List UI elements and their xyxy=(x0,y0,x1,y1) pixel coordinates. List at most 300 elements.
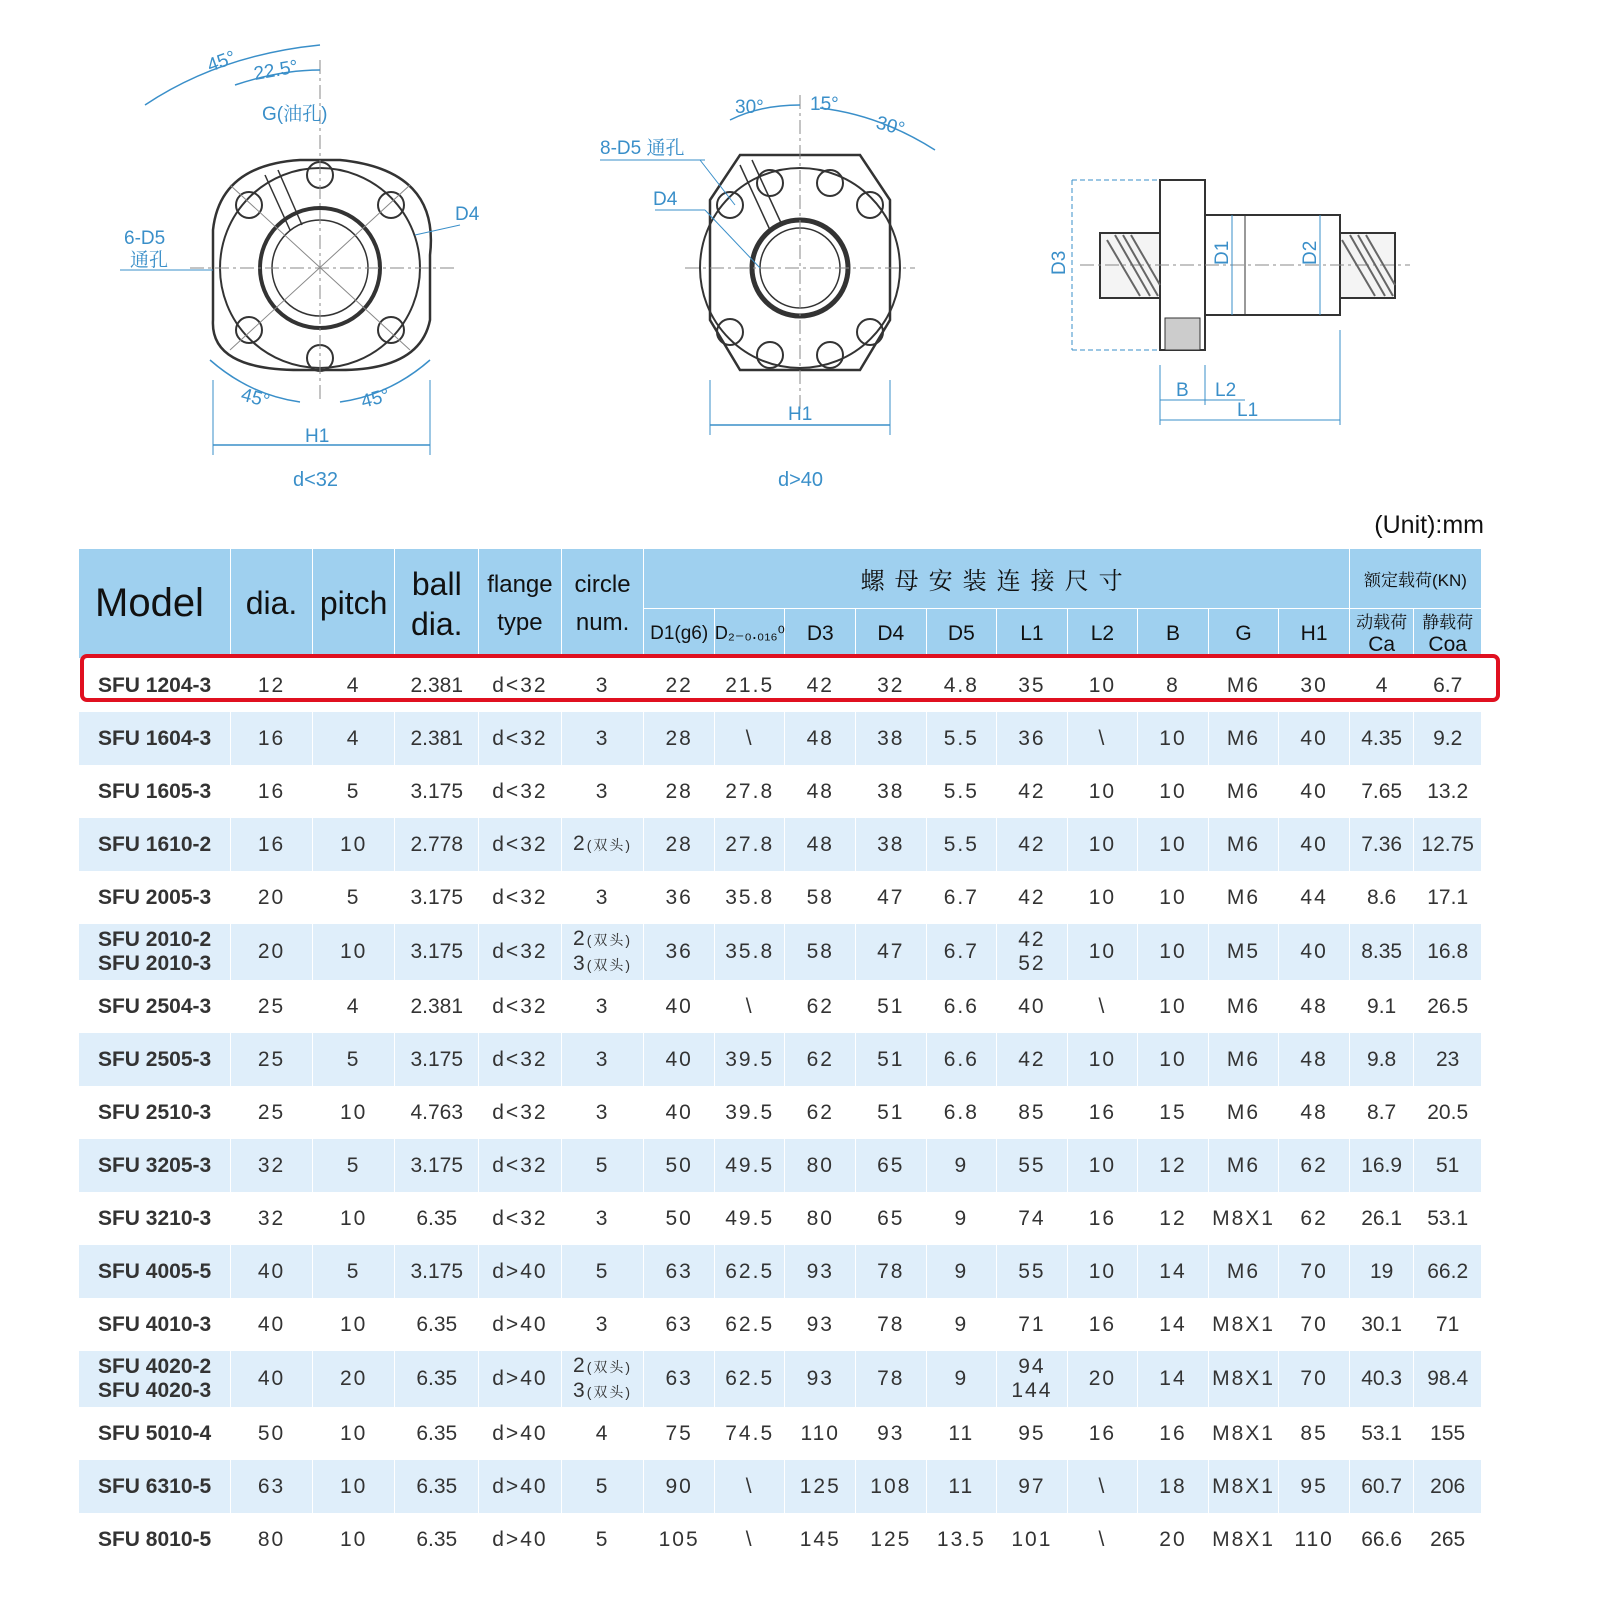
d4-label-middle: D4 xyxy=(653,189,678,210)
double-start-note: (双头) xyxy=(586,1384,633,1400)
cell-dia: 16 xyxy=(231,765,313,818)
cell-circle xyxy=(561,1460,644,1513)
cell-pitch: 10 xyxy=(312,1407,395,1460)
cell-g: M8X1 xyxy=(1208,1460,1279,1513)
cell-pitch: 10 xyxy=(312,1086,395,1139)
table-row xyxy=(79,871,1482,924)
cell-ball: 2.381 xyxy=(395,659,479,713)
model-name: SFU 5010-4 xyxy=(97,1421,212,1445)
cell-l2: 10 xyxy=(1067,659,1138,713)
cell-d4: 78 xyxy=(856,1245,927,1298)
cell-d5: 9 xyxy=(926,1351,997,1407)
cell-l2: 10 xyxy=(1067,871,1138,924)
cell-circle xyxy=(561,924,644,980)
cell-pitch: 4 xyxy=(312,659,395,713)
cell-l1 xyxy=(997,1407,1068,1460)
cell-model xyxy=(79,1460,231,1513)
model-name: SFU 4020-2 xyxy=(97,1355,212,1378)
cell-l1 xyxy=(997,980,1068,1033)
double-start-note: (双头) xyxy=(586,837,633,853)
cell-ball: 6.35 xyxy=(395,1192,479,1245)
cell-model xyxy=(79,765,231,818)
cell-g: M6 xyxy=(1208,1033,1279,1086)
cell-model xyxy=(79,871,231,924)
cell-g: M6 xyxy=(1208,765,1279,818)
cell-h1: 40 xyxy=(1279,818,1350,871)
cell-d3: 62 xyxy=(785,980,856,1033)
cell-pitch: 10 xyxy=(312,924,395,980)
cell-d2: 27.8 xyxy=(714,818,785,871)
cell-ball: 3.175 xyxy=(395,924,479,980)
cell-ca: 4.35 xyxy=(1349,712,1414,765)
cell-l1 xyxy=(997,1351,1068,1407)
cell-g: M8X1 xyxy=(1208,1192,1279,1245)
cell-coa: 12.75 xyxy=(1414,818,1482,871)
cell-d2: 62.5 xyxy=(714,1298,785,1351)
cell-h1: 30 xyxy=(1279,659,1350,713)
header-coa xyxy=(1414,609,1482,659)
cell-b: 15 xyxy=(1138,1086,1209,1139)
cell-circle xyxy=(561,1245,644,1298)
cell-d4: 78 xyxy=(856,1351,927,1407)
model-name: SFU 2505-3 xyxy=(97,1047,212,1071)
cell-d2: \ xyxy=(714,980,785,1033)
table-row xyxy=(79,765,1482,818)
cell-d4: 78 xyxy=(856,1298,927,1351)
header-ball-line2: dia. xyxy=(410,605,463,642)
cell-l1 xyxy=(997,1298,1068,1351)
cell-ca: 60.7 xyxy=(1349,1460,1414,1513)
cell-d1: 75 xyxy=(644,1407,715,1460)
cell-l1 xyxy=(997,1086,1068,1139)
cell-coa: 16.8 xyxy=(1414,924,1482,980)
caption-large-flange: d>40 xyxy=(778,469,824,491)
cell-flange: d<32 xyxy=(479,924,562,980)
cell-b: 10 xyxy=(1138,818,1209,871)
cell-circle xyxy=(561,1033,644,1086)
cell-d1: 28 xyxy=(644,765,715,818)
cell-d2: 62.5 xyxy=(714,1351,785,1407)
through-hole-note: 通孔 xyxy=(130,250,169,271)
cell-ball: 6.35 xyxy=(395,1407,479,1460)
cell-b: 16 xyxy=(1138,1407,1209,1460)
cell-circle-line: 5 xyxy=(595,1474,610,1498)
l1-label: L1 xyxy=(1237,400,1259,421)
cell-d5: 9 xyxy=(926,1298,997,1351)
d4-label-left: D4 xyxy=(455,204,480,225)
cell-ball: 2.778 xyxy=(395,818,479,871)
cell-g: M5 xyxy=(1208,924,1279,980)
header-d4: D4 xyxy=(856,609,927,659)
cell-g: M6 xyxy=(1208,1245,1279,1298)
cell-coa: 51 xyxy=(1414,1139,1482,1192)
header-circle-line1: circle xyxy=(574,570,631,598)
model-name: SFU 4010-3 xyxy=(97,1312,212,1336)
cell-dia: 25 xyxy=(231,1086,313,1139)
cell-d3: 42 xyxy=(785,659,856,713)
cell-l1-line: 55 xyxy=(1018,1259,1046,1283)
cell-l1-line: 101 xyxy=(1011,1527,1053,1551)
cell-d4: 65 xyxy=(856,1139,927,1192)
cell-d1: 40 xyxy=(644,1033,715,1086)
table-row xyxy=(79,818,1482,871)
cell-l2: \ xyxy=(1067,1460,1138,1513)
cell-g: M8X1 xyxy=(1208,1298,1279,1351)
cell-circle-line: 5 xyxy=(595,1259,610,1283)
cell-ca: 30.1 xyxy=(1349,1298,1414,1351)
cell-d1: 50 xyxy=(644,1192,715,1245)
cell-l1-line: 42 xyxy=(1018,1047,1046,1071)
cell-circle xyxy=(561,1298,644,1351)
model-name: SFU 2005-3 xyxy=(97,885,212,909)
cell-d5: 9 xyxy=(926,1192,997,1245)
cell-ca: 7.36 xyxy=(1349,818,1414,871)
cell-d4: 51 xyxy=(856,1086,927,1139)
cell-d5: 11 xyxy=(926,1460,997,1513)
cell-pitch: 5 xyxy=(312,765,395,818)
cell-l1 xyxy=(997,1033,1068,1086)
cell-d1: 50 xyxy=(644,1139,715,1192)
cell-b: 20 xyxy=(1138,1513,1209,1566)
table-row xyxy=(79,1513,1482,1566)
cell-flange: d<32 xyxy=(479,1139,562,1192)
cell-d3: 48 xyxy=(785,765,856,818)
cell-ball: 4.763 xyxy=(395,1086,479,1139)
cell-ca: 8.6 xyxy=(1349,871,1414,924)
cell-d2: 35.8 xyxy=(714,871,785,924)
cell-circle xyxy=(561,712,644,765)
cell-d2: \ xyxy=(714,712,785,765)
cell-circle xyxy=(561,1086,644,1139)
cell-h1: 40 xyxy=(1279,924,1350,980)
cell-d4: 47 xyxy=(856,924,927,980)
cell-l1-line: 35 xyxy=(1018,673,1046,697)
cell-h1: 95 xyxy=(1279,1460,1350,1513)
cell-h1: 110 xyxy=(1279,1513,1350,1566)
cell-h1: 62 xyxy=(1279,1139,1350,1192)
angle-22-5-label: 22.5° xyxy=(252,56,300,85)
cell-d5: 9 xyxy=(926,1245,997,1298)
cell-coa: 17.1 xyxy=(1414,871,1482,924)
cell-l2: 10 xyxy=(1067,1033,1138,1086)
header-mount-dimensions: 螺母安装连接尺寸 xyxy=(644,549,1350,609)
cell-l1 xyxy=(997,1245,1068,1298)
cell-d1: 40 xyxy=(644,980,715,1033)
model-name: SFU 8010-5 xyxy=(97,1527,212,1551)
cell-l1-line: 71 xyxy=(1018,1312,1046,1336)
h1-label-left: H1 xyxy=(305,426,330,447)
cell-l2: 16 xyxy=(1067,1192,1138,1245)
cell-ca: 26.1 xyxy=(1349,1192,1414,1245)
cell-d3: 62 xyxy=(785,1086,856,1139)
model-name: SFU 4005-5 xyxy=(97,1259,212,1283)
cell-g: M6 xyxy=(1208,1086,1279,1139)
cell-l2: 10 xyxy=(1067,1139,1138,1192)
cell-coa: 265 xyxy=(1414,1513,1482,1566)
cell-d5: 5.5 xyxy=(926,712,997,765)
table-row xyxy=(79,1033,1482,1086)
cell-circle-line: 2(双头) xyxy=(573,1354,633,1377)
table-row xyxy=(79,1086,1482,1139)
cell-d2: \ xyxy=(714,1513,785,1566)
cell-l1-line: 55 xyxy=(1018,1153,1046,1177)
cell-ball: 3.175 xyxy=(395,765,479,818)
cell-d3: 110 xyxy=(785,1407,856,1460)
model-name: SFU 6310-5 xyxy=(97,1474,212,1498)
cell-dia: 80 xyxy=(231,1513,313,1566)
cell-flange: d<32 xyxy=(479,1033,562,1086)
cell-d1: 28 xyxy=(644,818,715,871)
angle-45-bottom-left-label: 45° xyxy=(238,384,272,413)
cell-model xyxy=(79,1086,231,1139)
cell-h1: 70 xyxy=(1279,1298,1350,1351)
cell-d4: 93 xyxy=(856,1407,927,1460)
cell-ball: 6.35 xyxy=(395,1298,479,1351)
header-ball-dia xyxy=(395,549,479,659)
cell-d4: 38 xyxy=(856,818,927,871)
cell-l2: 10 xyxy=(1067,1245,1138,1298)
cell-model xyxy=(79,1407,231,1460)
cell-pitch: 4 xyxy=(312,980,395,1033)
cell-circle xyxy=(561,871,644,924)
cell-d4: 38 xyxy=(856,765,927,818)
cell-pitch: 5 xyxy=(312,1245,395,1298)
cell-coa: 23 xyxy=(1414,1033,1482,1086)
cell-d5: 6.6 xyxy=(926,980,997,1033)
model-name: SFU 2010-3 xyxy=(97,952,212,975)
cell-circle xyxy=(561,1139,644,1192)
cell-g: M6 xyxy=(1208,712,1279,765)
header-flange-type xyxy=(479,549,562,659)
table-row xyxy=(79,1245,1482,1298)
model-name: SFU 3210-3 xyxy=(97,1206,212,1230)
cell-d1: 40 xyxy=(644,1086,715,1139)
caption-small-flange: d<32 xyxy=(293,469,339,491)
cell-model xyxy=(79,1245,231,1298)
cell-d2: 27.8 xyxy=(714,765,785,818)
header-flange-line2: type xyxy=(497,608,543,636)
cell-ca: 53.1 xyxy=(1349,1407,1414,1460)
cell-b: 10 xyxy=(1138,712,1209,765)
cell-d3: 93 xyxy=(785,1245,856,1298)
cell-g: M8X1 xyxy=(1208,1407,1279,1460)
cell-coa: 53.1 xyxy=(1414,1192,1482,1245)
cell-d1: 28 xyxy=(644,712,715,765)
cell-model xyxy=(79,1192,231,1245)
cell-l1-line: 42 xyxy=(1018,779,1046,803)
cell-model xyxy=(79,1351,231,1407)
cell-coa: 6.7 xyxy=(1414,659,1482,713)
cell-d5: 4.8 xyxy=(926,659,997,713)
cell-d2: 49.5 xyxy=(714,1192,785,1245)
cell-circle xyxy=(561,1513,644,1566)
cell-d1: 63 xyxy=(644,1298,715,1351)
cell-ca: 16.9 xyxy=(1349,1139,1414,1192)
cell-circle xyxy=(561,1351,644,1407)
cell-b: 14 xyxy=(1138,1351,1209,1407)
table-row xyxy=(79,924,1482,980)
table-row xyxy=(79,1460,1482,1513)
cell-d3: 48 xyxy=(785,712,856,765)
cell-ball: 6.35 xyxy=(395,1460,479,1513)
table-row xyxy=(79,1351,1482,1407)
cell-flange: d<32 xyxy=(479,765,562,818)
cell-b: 10 xyxy=(1138,1033,1209,1086)
cell-g: M6 xyxy=(1208,818,1279,871)
model-name: SFU 1204-3 xyxy=(97,673,212,697)
cell-d2: \ xyxy=(714,1460,785,1513)
cell-d3: 80 xyxy=(785,1139,856,1192)
header-l2: L2 xyxy=(1067,609,1138,659)
cell-d2: 74.5 xyxy=(714,1407,785,1460)
cell-b: 10 xyxy=(1138,871,1209,924)
cell-flange: d<32 xyxy=(479,659,562,713)
cell-l1-line: 36 xyxy=(1018,726,1046,750)
cell-g: M8X1 xyxy=(1208,1351,1279,1407)
header-coa-cn: 静载荷 xyxy=(1422,612,1474,632)
cell-l1 xyxy=(997,765,1068,818)
cell-model xyxy=(79,1513,231,1566)
cell-circle xyxy=(561,1192,644,1245)
cell-l1-line: 74 xyxy=(1018,1206,1046,1230)
cell-coa: 20.5 xyxy=(1414,1086,1482,1139)
cell-model xyxy=(79,1139,231,1192)
table-row xyxy=(79,980,1482,1033)
cell-h1: 44 xyxy=(1279,871,1350,924)
cell-circle-line: 2(双头) xyxy=(573,832,633,855)
header-pitch: pitch xyxy=(312,549,395,659)
cell-l1-line: 52 xyxy=(1018,952,1046,975)
b-label: B xyxy=(1176,380,1189,401)
cell-l1-line: 144 xyxy=(1011,1379,1053,1402)
cell-l1-line: 97 xyxy=(1018,1474,1046,1498)
cell-l2: 10 xyxy=(1067,765,1138,818)
cell-model xyxy=(79,924,231,980)
cell-dia: 16 xyxy=(231,818,313,871)
cell-g: M6 xyxy=(1208,871,1279,924)
cell-h1: 48 xyxy=(1279,1033,1350,1086)
l2-label: L2 xyxy=(1215,380,1237,401)
cell-ca: 19 xyxy=(1349,1245,1414,1298)
unit-label: (Unit):mm xyxy=(1374,511,1484,539)
cell-dia: 12 xyxy=(231,659,313,713)
cell-pitch: 4 xyxy=(312,712,395,765)
cell-l1-line: 85 xyxy=(1018,1100,1046,1124)
cell-d5: 5.5 xyxy=(926,818,997,871)
cell-dia: 32 xyxy=(231,1192,313,1245)
cell-d5: 13.5 xyxy=(926,1513,997,1566)
d2-label: D2 xyxy=(1300,240,1321,265)
cell-dia: 40 xyxy=(231,1351,313,1407)
cell-flange: d>40 xyxy=(479,1351,562,1407)
model-name: SFU 1610-2 xyxy=(97,832,212,856)
cell-pitch: 10 xyxy=(312,818,395,871)
cell-ball: 6.35 xyxy=(395,1513,479,1566)
cell-h1: 48 xyxy=(1279,980,1350,1033)
cell-dia: 20 xyxy=(231,924,313,980)
cell-dia: 40 xyxy=(231,1298,313,1351)
cell-l2: 20 xyxy=(1067,1351,1138,1407)
cell-l1-line: 95 xyxy=(1018,1421,1046,1445)
cell-d3: 62 xyxy=(785,1033,856,1086)
cell-pitch: 5 xyxy=(312,871,395,924)
model-name: SFU 2504-3 xyxy=(97,994,212,1018)
cell-d5: 6.7 xyxy=(926,871,997,924)
cell-coa: 71 xyxy=(1414,1298,1482,1351)
cell-ball: 3.175 xyxy=(395,1033,479,1086)
cell-pitch: 5 xyxy=(312,1033,395,1086)
cell-ca: 40.3 xyxy=(1349,1351,1414,1407)
cell-flange: d>40 xyxy=(479,1513,562,1566)
model-name: SFU 3205-3 xyxy=(97,1153,212,1177)
cell-l1-line: 40 xyxy=(1018,994,1046,1018)
cell-d2: 35.8 xyxy=(714,924,785,980)
cell-flange: d>40 xyxy=(479,1460,562,1513)
cell-h1: 48 xyxy=(1279,1086,1350,1139)
cell-ca: 8.7 xyxy=(1349,1086,1414,1139)
cell-l2: \ xyxy=(1067,980,1138,1033)
cell-b: 12 xyxy=(1138,1139,1209,1192)
table-row xyxy=(79,1407,1482,1460)
cell-d5: 6.7 xyxy=(926,924,997,980)
cell-d4: 51 xyxy=(856,1033,927,1086)
nut-side-view-drawing xyxy=(1072,180,1410,425)
g-oil-hole-label: G(油孔) xyxy=(262,104,328,125)
cell-d2: 39.5 xyxy=(714,1033,785,1086)
cell-l1 xyxy=(997,1460,1068,1513)
cell-dia: 16 xyxy=(231,712,313,765)
header-model: Model xyxy=(79,549,231,659)
cell-d3: 80 xyxy=(785,1192,856,1245)
cell-ball: 2.381 xyxy=(395,712,479,765)
header-l1: L1 xyxy=(997,609,1068,659)
cell-l1-line: 94 xyxy=(1018,1355,1046,1378)
cell-coa: 66.2 xyxy=(1414,1245,1482,1298)
cell-b: 10 xyxy=(1138,924,1209,980)
cell-circle-line: 2(双头) xyxy=(573,927,633,950)
cell-l2: 16 xyxy=(1067,1086,1138,1139)
table-row xyxy=(79,712,1482,765)
cell-l1-line: 42 xyxy=(1018,885,1046,909)
cell-d5: 11 xyxy=(926,1407,997,1460)
cell-d5: 5.5 xyxy=(926,765,997,818)
cell-model xyxy=(79,818,231,871)
cell-ca: 66.6 xyxy=(1349,1513,1414,1566)
cell-h1: 40 xyxy=(1279,712,1350,765)
cell-coa: 155 xyxy=(1414,1407,1482,1460)
cell-circle-line: 4 xyxy=(595,1421,610,1445)
cell-circle-line: 3(双头) xyxy=(573,952,633,975)
cell-circle-line: 5 xyxy=(595,1527,610,1551)
cell-flange: d>40 xyxy=(479,1298,562,1351)
cell-pitch: 20 xyxy=(312,1351,395,1407)
cell-d3: 48 xyxy=(785,818,856,871)
cell-circle-line: 3 xyxy=(595,779,610,803)
cell-circle-line: 3(双头) xyxy=(573,1379,633,1402)
double-start-note: (双头) xyxy=(586,1359,633,1375)
cell-ball: 2.381 xyxy=(395,980,479,1033)
angle-30-right-label: 30° xyxy=(873,112,907,141)
cell-d4: 32 xyxy=(856,659,927,713)
double-start-note: (双头) xyxy=(586,957,633,973)
cell-circle-line: 3 xyxy=(595,994,610,1018)
h1-label-middle: H1 xyxy=(788,404,813,425)
cell-d3: 58 xyxy=(785,924,856,980)
header-ca-cn: 动载荷 xyxy=(1356,612,1408,632)
table-row xyxy=(79,1192,1482,1245)
cell-flange: d<32 xyxy=(479,1086,562,1139)
cell-l1-line: 42 xyxy=(1018,832,1046,856)
